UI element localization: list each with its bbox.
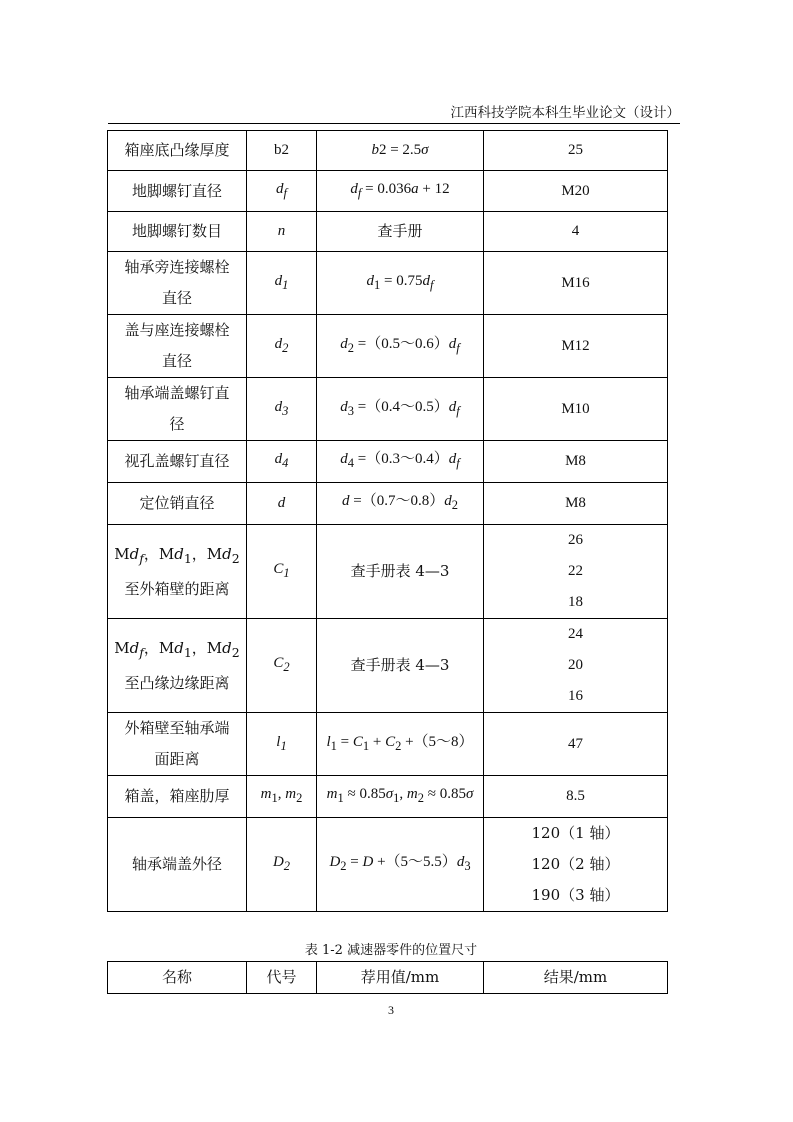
result-cell: M16 — [484, 252, 668, 315]
result-value: 190（3 轴） — [531, 886, 620, 904]
table-row — [108, 441, 668, 483]
result-value: 20 — [568, 657, 583, 673]
result-cell: M8 — [484, 441, 668, 483]
result-value: 22 — [568, 563, 583, 579]
column-header: 代号 — [247, 962, 317, 994]
formula-cell: $d_f = 0.036a + 12$ — [317, 171, 484, 212]
result-cell: 8.5 — [484, 776, 668, 818]
result-value: 120（1 轴） — [531, 824, 620, 842]
result-value: 16 — [568, 688, 583, 704]
formula-cell: $d_1 = 0.75d_f$ — [317, 252, 484, 315]
formula-cell: $m_1 \approx 0.85\sigma_1$, $m_2 \approx 0.85\sigma$ — [317, 776, 484, 818]
result-cell: M12 — [484, 315, 668, 378]
name-cell: 轴承端盖螺钉直 径 — [108, 378, 247, 441]
position-table-header — [107, 961, 668, 994]
result-cell: M10 — [484, 378, 668, 441]
name-cell: 轴承旁连接螺栓 直径 — [108, 252, 247, 315]
table-row — [108, 252, 668, 315]
result-value: 26 — [568, 532, 583, 548]
symbol-cell: $D_2$ — [247, 818, 317, 912]
formula-cell: $D_2 = D$ $+(5\sim 5.5)d_3$ — [317, 818, 484, 912]
table-row — [108, 131, 668, 171]
result-cell: M20 — [484, 171, 668, 212]
dimension-table — [107, 130, 668, 912]
column-header: 名称 — [108, 962, 247, 994]
name-cell: 箱盖，箱座肋厚 — [108, 776, 247, 818]
table-row — [108, 619, 668, 713]
table-row — [108, 525, 668, 619]
result-cell — [484, 525, 668, 619]
page-number: 3 — [388, 1003, 394, 1017]
result-cell: 25 — [484, 131, 668, 171]
table-row — [108, 713, 668, 776]
table-row — [108, 171, 668, 212]
symbol-cell: d — [247, 483, 317, 525]
result-value: 18 — [568, 594, 583, 610]
result-cell — [484, 619, 668, 713]
formula-cell: $d_3$ $=(0.4\sim 0.5)d_f$ — [317, 378, 484, 441]
table-row — [108, 315, 668, 378]
symbol-cell: $d_f$ — [247, 171, 317, 212]
result-cell — [484, 818, 668, 912]
column-header: 荐用值/mm — [317, 962, 484, 994]
table-row — [108, 818, 668, 912]
result-cell: 4 — [484, 212, 668, 252]
name-cell: 地脚螺钉数目 — [108, 212, 247, 252]
result-cell: 47 — [484, 713, 668, 776]
symbol-cell: $d_3$ — [247, 378, 317, 441]
table-header-row — [108, 962, 668, 994]
symbol-cell: n — [247, 212, 317, 252]
result-cell: M8 — [484, 483, 668, 525]
formula-cell: $d =(0.7\sim 0.8)d_2$ — [317, 483, 484, 525]
page-header: 江西科技学院本科生毕业论文（设计） — [450, 105, 680, 121]
formula-cell: $l_1 = C_1 + C_2$ +（5～8） — [317, 713, 484, 776]
name-cell: $Md_f$，$Md_1$，$Md_2$ 至外箱壁的距离 — [108, 525, 247, 619]
symbol-cell: $d_2$ — [247, 315, 317, 378]
formula-cell: $d_4$ $=(0.3\sim 0.4)d_f$ — [317, 441, 484, 483]
result-value: 120（2 轴） — [531, 855, 620, 873]
result-value: 24 — [568, 626, 583, 642]
name-cell: 视孔盖螺钉直径 — [108, 441, 247, 483]
header-rule — [108, 123, 680, 124]
table-caption: 表 1-2 减速器零件的位置尺寸 — [304, 943, 478, 958]
name-cell: 箱座底凸缘厚度 — [108, 131, 247, 171]
symbol-cell: b2 — [247, 131, 317, 171]
formula-cell: b2 = 2.5σ — [317, 131, 484, 171]
table-row — [108, 378, 668, 441]
formula-cell: 查手册表 4—3 — [317, 619, 484, 713]
name-cell: 定位销直径 — [108, 483, 247, 525]
formula-cell: 查手册 — [317, 212, 484, 252]
symbol-cell: $l_1$ — [247, 713, 317, 776]
name-cell: $Md_f$，$Md_1$，$Md_2$ 至凸缘边缘距离 — [108, 619, 247, 713]
symbol-cell: $m_1$, $m_2$ — [247, 776, 317, 818]
symbol-cell: $C_1$ — [247, 525, 317, 619]
column-header: 结果/mm — [484, 962, 668, 994]
symbol-cell: $d_1$ — [247, 252, 317, 315]
table-row — [108, 212, 668, 252]
table-row — [108, 776, 668, 818]
name-cell: 轴承端盖外径 — [108, 818, 247, 912]
formula-cell: $d_2$ $=(0.5\sim 0.6)d_f$ — [317, 315, 484, 378]
table-row — [108, 483, 668, 525]
name-cell: 地脚螺钉直径 — [108, 171, 247, 212]
symbol-cell: $C_2$ — [247, 619, 317, 713]
formula-cell: 查手册表 4—3 — [317, 525, 484, 619]
name-cell: 盖与座连接螺栓 直径 — [108, 315, 247, 378]
symbol-cell: $d_4$ — [247, 441, 317, 483]
name-cell: 外箱壁至轴承端 面距离 — [108, 713, 247, 776]
